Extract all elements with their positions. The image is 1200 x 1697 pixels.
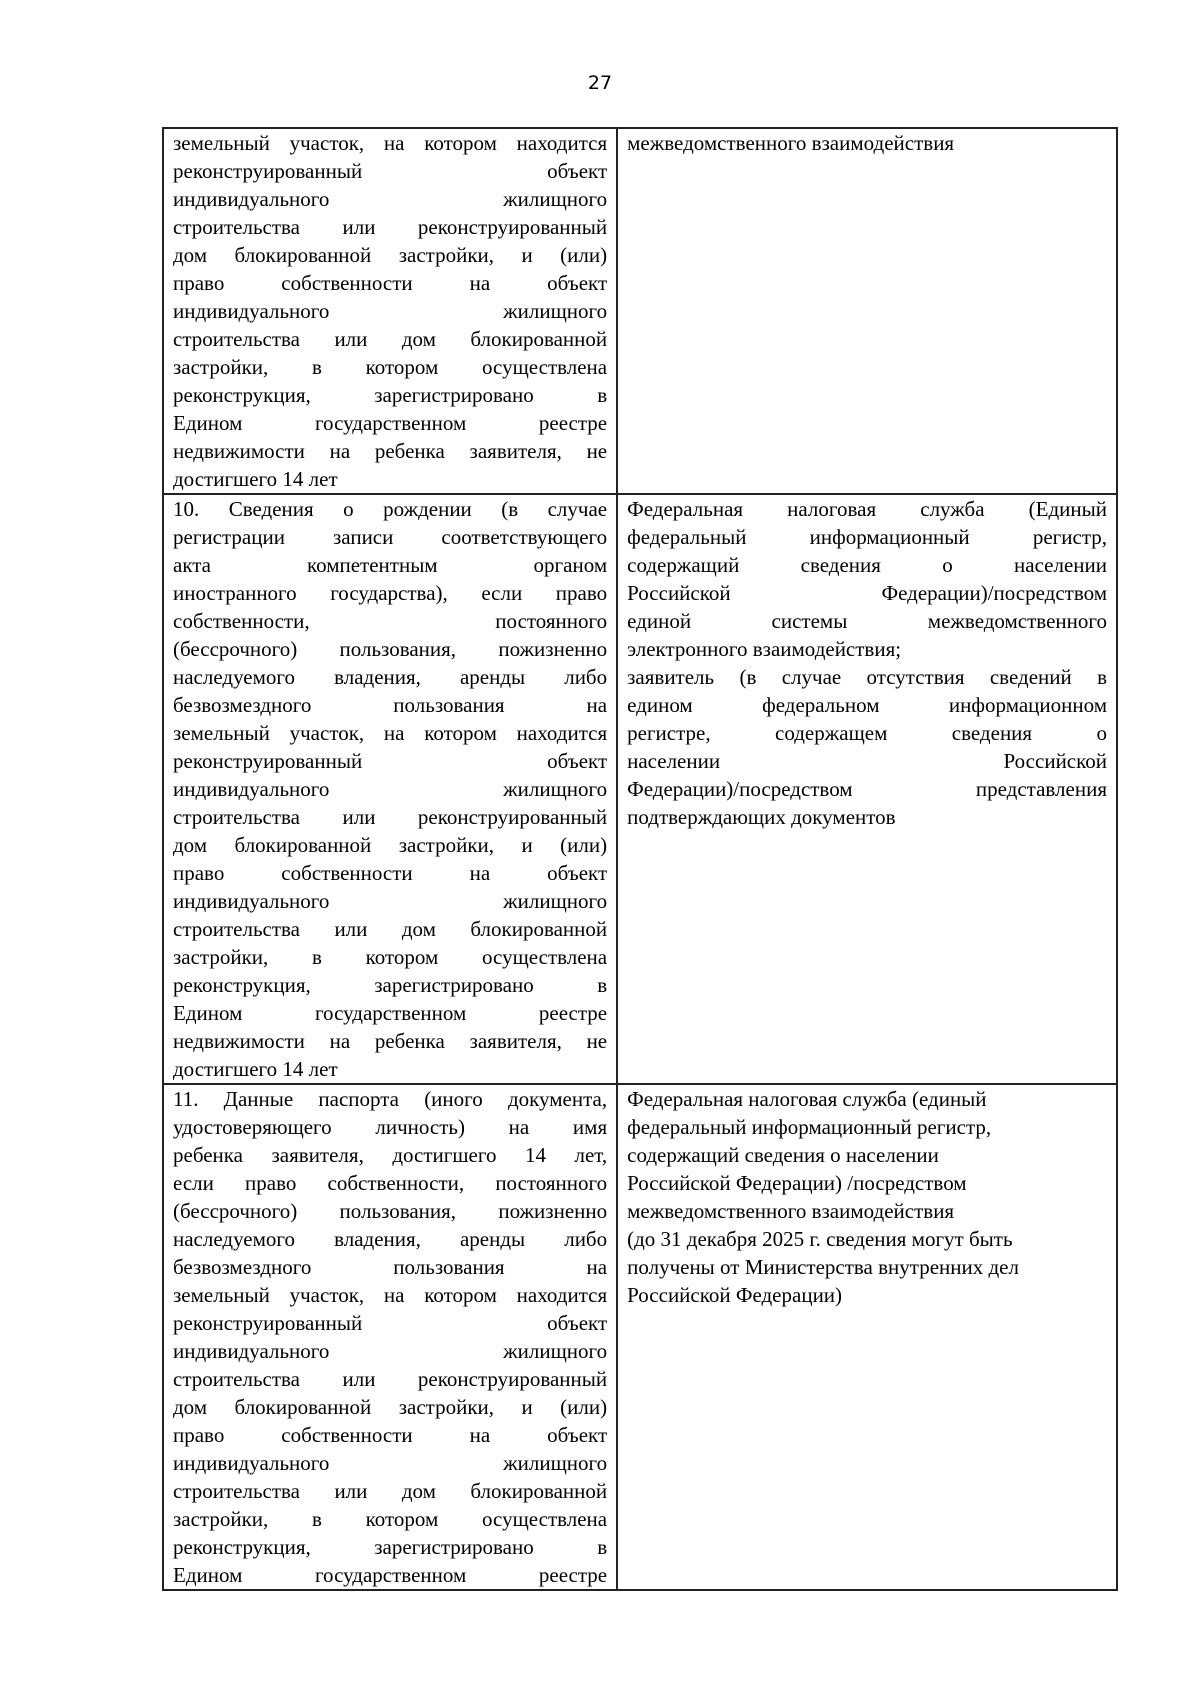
cell-text-line: земельный участок, на котором находится bbox=[173, 1283, 608, 1307]
cell-text-line: недвижимости на ребенка заявителя, не bbox=[173, 1029, 608, 1053]
cell-text-line: достигшего 14 лет bbox=[173, 467, 338, 491]
table-cell-right bbox=[617, 128, 1117, 494]
cell-text-line: Федеральная налоговая служба (единый bbox=[627, 1087, 987, 1111]
cell-text-line: строительства или реконструированный bbox=[173, 805, 608, 829]
cell-text-line: строительства или дом блокированной bbox=[173, 1479, 608, 1503]
cell-text-line: Едином государственном реестре bbox=[173, 411, 608, 435]
table-cell-left bbox=[163, 1084, 617, 1590]
cell-text-line: реконструированный объект bbox=[173, 159, 608, 183]
cell-text-line: строительства или реконструированный bbox=[173, 1367, 608, 1391]
cell-text-line: межведомственного взаимодействия bbox=[627, 1199, 955, 1223]
cell-text-line: индивидуального жилищного bbox=[173, 1451, 608, 1475]
cell-text-line: содержащий сведения о населении bbox=[627, 1143, 939, 1167]
table-row bbox=[163, 1084, 1117, 1590]
cell-text-line: реконструированный объект bbox=[173, 749, 608, 773]
cell-text-line: недвижимости на ребенка заявителя, не bbox=[173, 439, 608, 463]
cell-text-line: Российской Федерации) bbox=[627, 1283, 843, 1307]
cell-text-line: (до 31 декабря 2025 г. сведения могут быть bbox=[627, 1227, 1013, 1251]
cell-text-line: земельный участок, на котором находится bbox=[173, 721, 608, 745]
cell-text-line: право собственности на объект bbox=[173, 861, 608, 885]
cell-text-line: ребенка заявителя, достигшего 14 лет, bbox=[173, 1143, 608, 1167]
cell-text-line: застройки, в котором осуществлена bbox=[173, 355, 608, 379]
cell-text-line: Российской Федерации)/посредством bbox=[627, 581, 1107, 605]
cell-text-line: (бессрочного) пользования, пожизненно bbox=[173, 637, 608, 661]
cell-text-line: Едином государственном реестре bbox=[173, 1563, 608, 1587]
cell-text-line: наследуемого владения, аренды либо bbox=[173, 665, 608, 689]
cell-text-line: Федерации)/посредством представления bbox=[627, 777, 1107, 801]
cell-text-line: 11. Данные паспорта (иного документа, bbox=[173, 1087, 608, 1111]
cell-text-line: право собственности на объект bbox=[173, 1423, 608, 1447]
cell-text-line: получены от Министерства внутренних дел bbox=[627, 1255, 1019, 1279]
cell-text-line: реконструкция, зарегистрировано в bbox=[173, 973, 608, 997]
cell-text-line: подтверждающих документов bbox=[627, 805, 896, 829]
cell-text-line: наследуемого владения, аренды либо bbox=[173, 1227, 608, 1251]
cell-text-line: дом блокированной застройки, и (или) bbox=[173, 1395, 608, 1419]
table-cell-right bbox=[617, 1084, 1117, 1590]
cell-text-line: если право собственности, постоянного bbox=[173, 1171, 608, 1195]
cell-text-line: Федеральная налоговая служба (Единый bbox=[627, 497, 1107, 521]
cell-text-line: земельный участок, на котором находится bbox=[173, 131, 608, 155]
cell-text-line: собственности, постоянного bbox=[173, 609, 608, 633]
cell-text-line: безвозмездного пользования на bbox=[173, 1255, 608, 1279]
cell-text-line: регистрации записи соответствующего bbox=[173, 525, 608, 549]
cell-text-line: строительства или дом блокированной bbox=[173, 327, 608, 351]
cell-text-line: Российской Федерации) /посредством bbox=[627, 1171, 967, 1195]
cell-text-line: иностранного государства), если право bbox=[173, 581, 608, 605]
cell-text-line: межведомственного взаимодействия bbox=[627, 131, 955, 155]
cell-text-line: заявитель (в случае отсутствия сведений в bbox=[627, 665, 1107, 689]
page-number: 27 bbox=[587, 72, 613, 94]
cell-text-line: индивидуального жилищного bbox=[173, 889, 608, 913]
cell-text-line: 10. Сведения о рождении (в случае bbox=[173, 497, 608, 521]
cell-text-line: акта компетентным органом bbox=[173, 553, 608, 577]
cell-text-line: строительства или дом блокированной bbox=[173, 917, 608, 941]
cell-text-line: (бессрочного) пользования, пожизненно bbox=[173, 1199, 608, 1223]
cell-text-line: индивидуального жилищного bbox=[173, 299, 608, 323]
cell-text-line: застройки, в котором осуществлена bbox=[173, 1507, 608, 1531]
cell-text-line: электронного взаимодействия; bbox=[627, 637, 902, 661]
cell-text-line: единой системы межведомственного bbox=[627, 609, 1107, 633]
table-cell-left bbox=[163, 128, 617, 494]
cell-text-line: федеральный информационный регистр, bbox=[627, 525, 1107, 549]
cell-text-line: Едином государственном реестре bbox=[173, 1001, 608, 1025]
cell-text-line: дом блокированной застройки, и (или) bbox=[173, 243, 608, 267]
cell-text-line: строительства или реконструированный bbox=[173, 215, 608, 239]
cell-text-line: реконструкция, зарегистрировано в bbox=[173, 383, 608, 407]
cell-text-line: содержащий сведения о населении bbox=[627, 553, 1107, 577]
cell-text-line: регистре, содержащем сведения о bbox=[627, 721, 1107, 745]
cell-text-line: застройки, в котором осуществлена bbox=[173, 945, 608, 969]
cell-text-line: реконструированный объект bbox=[173, 1311, 608, 1335]
cell-text-line: едином федеральном информационном bbox=[627, 693, 1107, 717]
table-cell-right bbox=[617, 494, 1117, 1084]
table-row bbox=[163, 494, 1117, 1084]
cell-text-line: дом блокированной застройки, и (или) bbox=[173, 833, 608, 857]
cell-text-line: удостоверяющего личность) на имя bbox=[173, 1115, 608, 1139]
cell-text-line: индивидуального жилищного bbox=[173, 1339, 608, 1363]
cell-text-line: населении Российской bbox=[627, 749, 1107, 773]
cell-text-line: право собственности на объект bbox=[173, 271, 608, 295]
cell-text-line: индивидуального жилищного bbox=[173, 777, 608, 801]
cell-text-line: федеральный информационный регистр, bbox=[627, 1115, 992, 1139]
cell-text-line: достигшего 14 лет bbox=[173, 1057, 338, 1081]
table-row bbox=[163, 128, 1117, 494]
cell-text-line: индивидуального жилищного bbox=[173, 187, 608, 211]
cell-text-line: безвозмездного пользования на bbox=[173, 693, 608, 717]
table-cell-left bbox=[163, 494, 617, 1084]
cell-text-line: реконструкция, зарегистрировано в bbox=[173, 1535, 608, 1559]
documents-table bbox=[162, 127, 1118, 1591]
